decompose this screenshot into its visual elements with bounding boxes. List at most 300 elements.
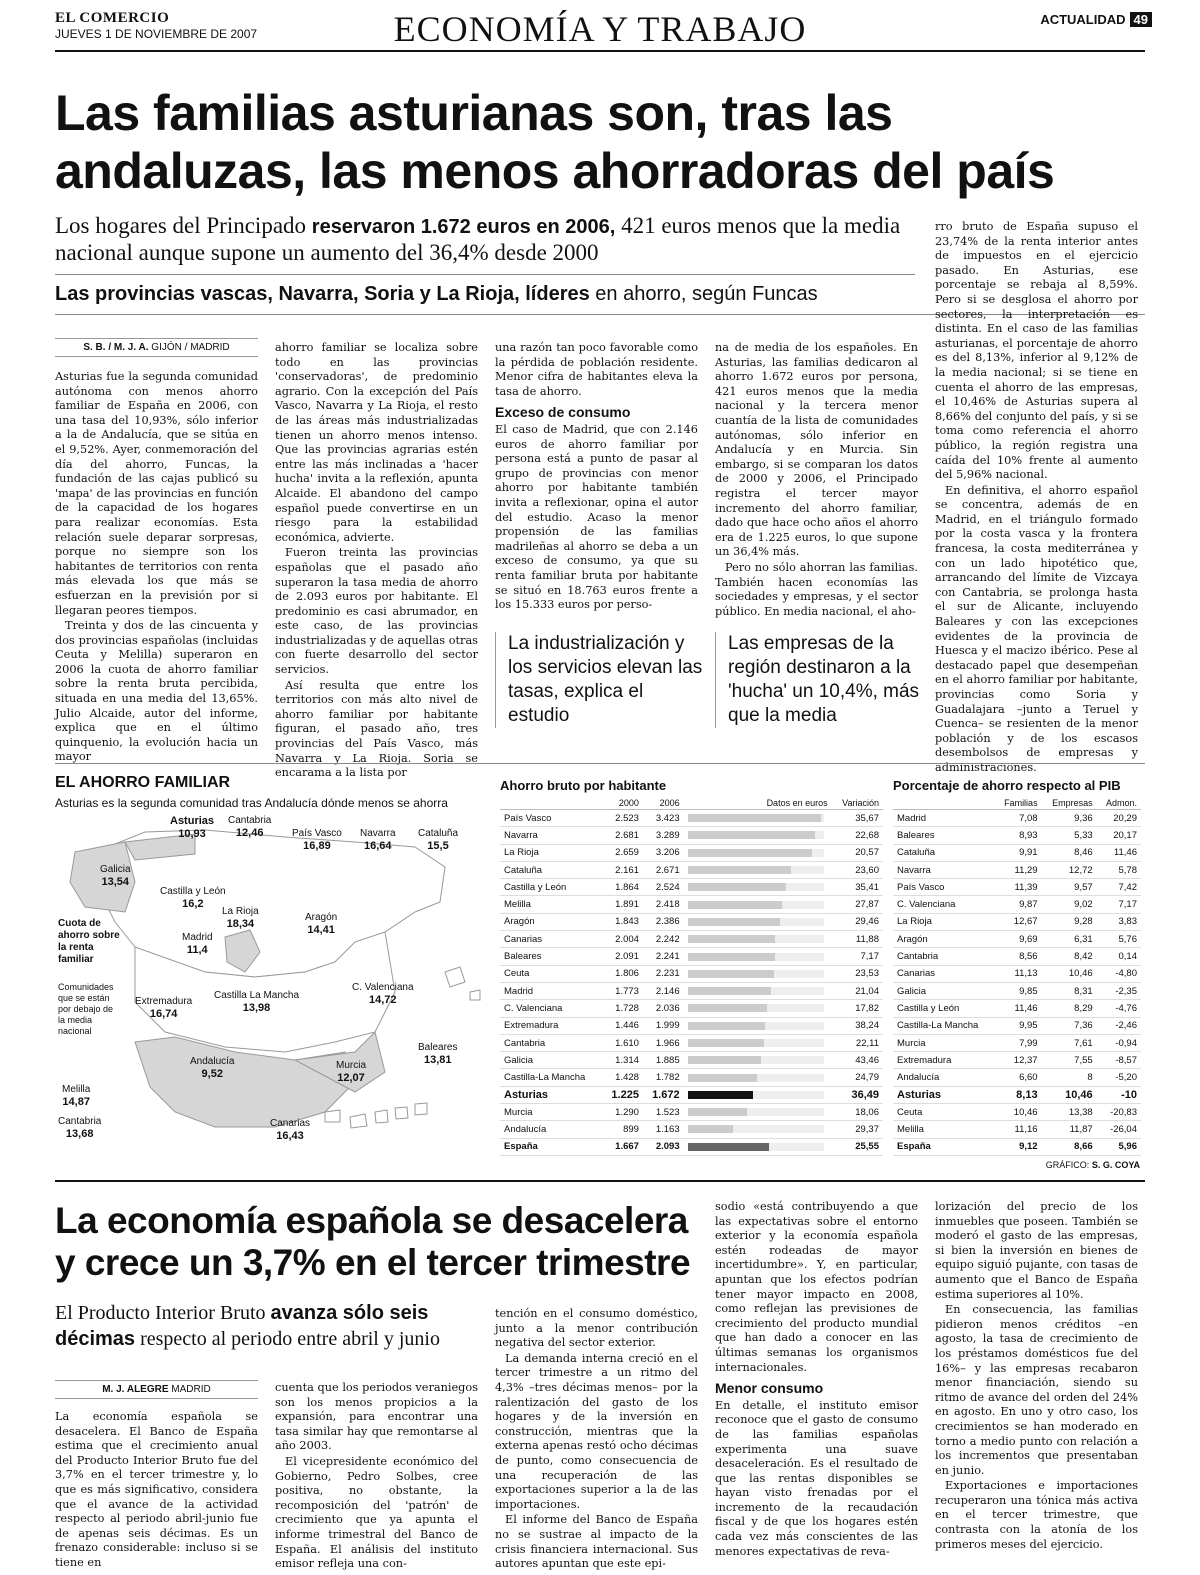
families-value: 7,99 xyxy=(994,1034,1041,1051)
value-2000: 2.659 xyxy=(602,844,643,861)
paragraph: na de media de los españoles. En Asturias, las familias dedicaron al ahorro 1.672 euros por persona, 421 euros menos que la media nacional y la tercera menor cuantía de la lista de comunidades autónomas, sólo inferior en Andalucía y en Murcia. Sin embargo, si se comparan los datos de 2000 y 2006, el Principado registra el tercer mayor incremento del ahorro familiar, dado que hace ocho años el ahorro era de 1.225 euros, lo que supone un 36,4% más. xyxy=(715,341,918,559)
map-name: Cantabria xyxy=(58,1116,102,1127)
administration-value: 3,83 xyxy=(1097,913,1141,930)
map-label-la-rioja xyxy=(222,906,259,931)
map-shape-canarias xyxy=(325,1103,427,1128)
table-row xyxy=(500,913,883,930)
map-value: 14,41 xyxy=(307,924,335,936)
value-2000: 1.428 xyxy=(602,1069,643,1086)
savings-per-capita-table xyxy=(500,797,883,1156)
paragraph: rro bruto de España supuso el 23,74% de la renta interior antes de impuestos en el ejercicio pasado. En Asturias, ese porcentaje se rebaja al 8,59%. Pero si se desglosa el ahorro por sectores, la interpretación es distinta. En el caso de las familias asturianas, el porcentaje de ahorro es del 8,13%, inferior al 9,12% de la media nacional; si se tiene en cuenta el ahorro de las empresas, el 10,46% de Asturias supera al 8,66% del conjunto del país, y si se toma como referencia el ahorro público, la región registra una caída del 10% frente al aumento del 5,96% nacional. xyxy=(935,220,1138,482)
value-2006: 2.146 xyxy=(643,982,684,999)
administration-value: -10 xyxy=(1097,1086,1141,1103)
value-2006: 1.163 xyxy=(643,1121,684,1138)
bar-cell xyxy=(684,844,832,861)
map-value: 16,74 xyxy=(149,1008,178,1020)
bar-track xyxy=(688,918,824,926)
variation: 22,68 xyxy=(832,827,883,844)
map-label-castilla-la-mancha xyxy=(214,990,299,1015)
section-title: ECONOMÍA Y TRABAJO xyxy=(393,9,807,49)
families-value: 8,93 xyxy=(994,827,1041,844)
bar-cell xyxy=(684,1121,832,1138)
value-2006: 2.524 xyxy=(643,879,684,896)
bar-cell xyxy=(684,931,832,948)
families-value: 8,56 xyxy=(994,948,1041,965)
bar-track xyxy=(688,849,824,857)
value-2000: 899 xyxy=(602,1121,643,1138)
families-value: 9,91 xyxy=(994,844,1041,861)
companies-value: 7,61 xyxy=(1042,1034,1097,1051)
region-name: La Rioja xyxy=(893,913,994,930)
map-value: 11,4 xyxy=(186,944,208,956)
savings-bar xyxy=(688,1056,761,1064)
table-row xyxy=(893,844,1141,861)
region-name: Baleares xyxy=(500,948,602,965)
region-name: Madrid xyxy=(893,810,994,827)
region-name: Aragón xyxy=(500,913,602,930)
table-row xyxy=(893,1104,1141,1121)
savings-bar xyxy=(688,1004,767,1012)
region-name: Melilla xyxy=(500,896,602,913)
variation: 18,06 xyxy=(832,1104,883,1121)
table-row xyxy=(893,1052,1141,1069)
map-label-cantabria-2 xyxy=(58,1116,101,1141)
bar-cell xyxy=(684,1086,832,1103)
paragraph: cuenta que los periodos veraniegos son los menos propicios a la expansión, para encontrar una tasa similar hay que remontarse al año 2003. xyxy=(275,1381,478,1453)
table-row xyxy=(500,861,883,878)
region-name: Cataluña xyxy=(893,844,994,861)
headline: Las familias asturianas son, tras las andaluzas, las menos ahorradoras del país xyxy=(55,85,1055,199)
region-name: La Rioja xyxy=(500,844,602,861)
map-value: 10,93 xyxy=(178,828,206,840)
paragraph: tención en el consumo doméstico, junto a la menor contribución negativa del sector exterior. xyxy=(495,1307,698,1350)
graphic-credit xyxy=(1046,1160,1140,1170)
map-name: Aragón xyxy=(305,912,338,923)
top-rule xyxy=(55,50,1145,52)
paragraph: Fueron treinta las provincias españolas que el pasado año superaron la tasa media de ahorro de 2.093 euros por habitante. El predominio es casi abrumador, en este caso, de las provincias industrializadas y de aquellas otras con fuerte desarrollo del sector servicios. xyxy=(275,546,478,677)
variation: 7,17 xyxy=(832,948,883,965)
subhead2-part: en ahorro, según Funcas xyxy=(589,283,818,305)
table-row xyxy=(500,1138,883,1155)
section-heading: Menor consumo xyxy=(715,1380,824,1397)
region-name: Castilla-La Mancha xyxy=(893,1017,994,1034)
map-value: 13,68 xyxy=(65,1128,94,1140)
region-name: Ceuta xyxy=(500,965,602,982)
savings-bar xyxy=(688,849,813,857)
table-row xyxy=(500,1086,883,1103)
map-label-cantabria xyxy=(228,815,271,840)
col-header xyxy=(500,797,602,810)
variation: 24,79 xyxy=(832,1069,883,1086)
families-value: 12,37 xyxy=(994,1052,1041,1069)
region-name: España xyxy=(893,1138,994,1155)
page-number: 49 xyxy=(1130,12,1152,27)
graphic-subtitle: Asturias es la segunda comunidad tras Andalucía dónde menos se ahorra xyxy=(55,796,448,810)
pull-quote-1: La industrialización y los servicios elevan las tasas, explica el estudio xyxy=(495,632,708,728)
subhead-part: El Producto Interior Bruto xyxy=(55,1302,271,1324)
rubric-label: ACTUALIDAD xyxy=(1040,12,1126,27)
savings-bar xyxy=(688,1143,769,1151)
map-label-galicia xyxy=(100,864,131,889)
map-label-aragon xyxy=(305,912,337,937)
administration-value: 20,29 xyxy=(1097,810,1141,827)
table-row xyxy=(893,1138,1141,1155)
bar-track xyxy=(688,953,824,961)
table-row xyxy=(500,1052,883,1069)
map-name: Castilla y León xyxy=(160,886,226,897)
table-row xyxy=(500,1069,883,1086)
map-label-melilla xyxy=(62,1084,90,1109)
region-name: Cantabria xyxy=(500,1034,602,1051)
article-column-1 xyxy=(55,370,258,766)
region-name: Cantabria xyxy=(893,948,994,965)
map-name: Madrid xyxy=(182,932,213,943)
subheadline xyxy=(55,213,915,266)
region-name: Extremadura xyxy=(893,1052,994,1069)
value-2006: 1.782 xyxy=(643,1069,684,1086)
savings-bar xyxy=(688,953,775,961)
value-2000: 1.446 xyxy=(602,1017,643,1034)
map-value: 9,52 xyxy=(201,1068,223,1080)
companies-value: 8 xyxy=(1042,1069,1097,1086)
value-2006: 3.206 xyxy=(643,844,684,861)
map-label-navarra xyxy=(360,828,396,853)
companies-value: 8,46 xyxy=(1042,844,1097,861)
map-name: Melilla xyxy=(62,1084,91,1095)
map-value: 16,2 xyxy=(182,898,204,910)
spain-map xyxy=(55,812,485,1152)
savings-bar xyxy=(688,814,821,822)
col-header: 2000 xyxy=(602,797,643,810)
map-name: Navarra xyxy=(360,828,396,839)
map-name: País Vasco xyxy=(292,828,342,839)
map-name: Cantabria xyxy=(228,815,272,826)
map-value: 12,46 xyxy=(235,827,264,839)
col-header: Admon. xyxy=(1097,797,1141,810)
table-row xyxy=(893,913,1141,930)
bar-cell xyxy=(684,1104,832,1121)
bar-track xyxy=(688,1039,824,1047)
map-label-cataluna xyxy=(418,828,458,853)
bar-track xyxy=(688,970,824,978)
table2-title: Porcentaje de ahorro respecto al PIB xyxy=(893,778,1121,793)
companies-value: 8,66 xyxy=(1042,1138,1097,1155)
variation: 25,55 xyxy=(832,1138,883,1155)
paragraph: En detalle, el instituto emisor reconoce que el gasto de consumo de las familias españolas experimenta una suave desaceleración. Es el resultado de que las rentas disponibles se hayan visto frenadas por el incremento de la recaudación fiscal y de que los hogares estén cada vez más conscientes de las menores expectativas de reva- xyxy=(715,1398,918,1558)
subhead-part: Los hogares del Principado xyxy=(55,213,312,238)
article-column-4 xyxy=(715,341,918,620)
table-row xyxy=(893,896,1141,913)
bar-track xyxy=(688,935,824,943)
administration-value: -4,80 xyxy=(1097,965,1141,982)
administration-value: 20,17 xyxy=(1097,827,1141,844)
families-value: 10,46 xyxy=(994,1104,1041,1121)
region-name: Cataluña xyxy=(500,861,602,878)
companies-value: 7,36 xyxy=(1042,1017,1097,1034)
savings-bar xyxy=(688,1074,757,1082)
value-2006: 1.966 xyxy=(643,1034,684,1051)
table-row xyxy=(893,1121,1141,1138)
value-2006: 2.093 xyxy=(643,1138,684,1155)
bar-cell xyxy=(684,1138,832,1155)
companies-value: 8,31 xyxy=(1042,982,1097,999)
article2-column-1 xyxy=(55,1410,258,1572)
byline-place: GIJÓN / MADRID xyxy=(148,342,230,353)
value-2000: 1.314 xyxy=(602,1052,643,1069)
paragraph: Pero no sólo ahorran las familias. También hacen economías las sociedades y empresas, y el sector público. En media nacional, el aho- xyxy=(715,560,918,618)
paragraph: Así resulta que entre los territorios con más alto nivel de ahorro familiar por habitante figuran, el pasado año, tres provincias del País Vasco, más Navarra y La Rioja. Soria se encarama a la lista por xyxy=(275,678,478,780)
savings-bar xyxy=(688,866,792,874)
administration-value: -0,94 xyxy=(1097,1034,1141,1051)
value-2000: 1.773 xyxy=(602,982,643,999)
region-name: Castilla-La Mancha xyxy=(500,1069,602,1086)
region-name: Asturias xyxy=(893,1086,994,1103)
table-row xyxy=(893,1034,1141,1051)
map-name: C. Valenciana xyxy=(352,982,414,993)
col-header: Familias xyxy=(994,797,1041,810)
companies-value: 9,36 xyxy=(1042,810,1097,827)
table-row xyxy=(893,1000,1141,1017)
map-value: 15,5 xyxy=(427,840,449,852)
bar-cell xyxy=(684,1069,832,1086)
table-row xyxy=(500,844,883,861)
administration-value: -2,35 xyxy=(1097,982,1141,999)
companies-value: 12,72 xyxy=(1042,861,1097,878)
map-value: 14,72 xyxy=(369,994,397,1006)
value-2006: 3.289 xyxy=(643,827,684,844)
region-name: Galicia xyxy=(500,1052,602,1069)
region-name: Andalucía xyxy=(893,1069,994,1086)
map-label-pais-vasco xyxy=(292,828,342,853)
region-name: País Vasco xyxy=(500,810,602,827)
administration-value: -26,04 xyxy=(1097,1121,1141,1138)
byline-author: S. B. / M. J. A. xyxy=(83,342,149,353)
headline-2: La economía española se desacelera y crece un 3,7% en el tercer trimestre xyxy=(55,1200,691,1283)
article-column-3 xyxy=(495,341,698,614)
savings-bar xyxy=(688,1125,733,1133)
map-shape-balearics xyxy=(445,967,480,1000)
companies-value: 11,87 xyxy=(1042,1121,1097,1138)
paragraph: Treinta y dos de las cincuenta y dos provincias españolas (incluidas Ceuta y Melilla) superaron en 2006 la cuota de ahorro familiar sobre la renta bruta percibida, situada en una media del 13,65%. Julio Alcaide, autor del informe, explica que en el último quinquenio, la evolución hacia un mayor xyxy=(55,619,258,764)
region-name: Castilla y León xyxy=(893,1000,994,1017)
col-header xyxy=(893,797,994,810)
map-label-c-valenciana xyxy=(352,982,414,1007)
region-name: Aragón xyxy=(893,931,994,948)
paragraph: El caso de Madrid, que con 2.146 euros de ahorro familiar por persona está a punto de pasar al grupo de provincias con menor ahorro por habitante también invita a reflexionar, opina el autor del estudio. Acaso la menor propensión de las familias madrileñas al ahorro se deba a un exceso de consumo, ya que su renta familiar bruta por habitante se situó en 18.763 euros frente a los 15.333 euros por perso- xyxy=(495,422,698,612)
region-name: Canarias xyxy=(893,965,994,982)
administration-value: 5,78 xyxy=(1097,861,1141,878)
table-row xyxy=(893,982,1141,999)
subhead-part: 421 euros menos que la media nacional aunque supone un aumento del 36,4% desde 2000 xyxy=(55,213,901,265)
families-value: 9,69 xyxy=(994,931,1041,948)
families-value: 11,13 xyxy=(994,965,1041,982)
value-2000: 1.610 xyxy=(602,1034,643,1051)
bar-cell xyxy=(684,913,832,930)
byline-place: MADRID xyxy=(168,1384,211,1395)
paper-date: JUEVES 1 DE NOVIEMBRE DE 2007 xyxy=(55,27,258,41)
value-2006: 2.418 xyxy=(643,896,684,913)
families-value: 9,87 xyxy=(994,896,1041,913)
map-value: 18,34 xyxy=(226,918,255,930)
families-value: 7,08 xyxy=(994,810,1041,827)
value-2000: 1.728 xyxy=(602,1000,643,1017)
companies-value: 13,38 xyxy=(1042,1104,1097,1121)
value-2006: 1.885 xyxy=(643,1052,684,1069)
families-value: 8,13 xyxy=(994,1086,1041,1103)
value-2006: 1.672 xyxy=(643,1086,684,1103)
value-2006: 2.242 xyxy=(643,931,684,948)
map-label-canarias xyxy=(270,1118,310,1143)
companies-value: 9,28 xyxy=(1042,913,1097,930)
map-value: 13,98 xyxy=(242,1002,271,1014)
paragraph: ahorro familiar se localiza sobre todo en las provincias 'conservadoras', de predominio agrario. Con la excepción del País Vasco, Navarra y La Rioja, el resto de las áreas más industrializadas tienen un ahorro menos intenso. Que las provincias agrarias estén entre las más inclinadas a 'hacer hucha' invita a la reflexión, apunta Alcaide. El abandono del campo español puede convertirse en un riesgo para la estabilidad económica, advierte. xyxy=(275,341,478,544)
paragraph: Exportaciones e importaciones recuperaron una tónica más activa en el tercer trimestre, que contrasta con la atonía de los primeros meses del ejercicio. xyxy=(935,1479,1138,1551)
savings-bar xyxy=(688,1091,753,1099)
section-heading: Exceso de consumo xyxy=(495,404,631,421)
map-name: Extremadura xyxy=(135,996,193,1007)
value-2000: 1.843 xyxy=(602,913,643,930)
paragraph: La economía española se desacelera. El Banco de España estima que el crecimiento anual del Producto Interior Bruto fue del 3,7% en el tercer trimestre y, lo que es más significativo, considera que el avance de la actividad respecto al periodo abril-junio fue de apenas seis décimas. Es un frenazo considerable: incluso si se tiene en xyxy=(55,1410,258,1569)
value-2000: 1.891 xyxy=(602,896,643,913)
table-row xyxy=(500,948,883,965)
map-name: Murcia xyxy=(336,1060,367,1071)
companies-value: 8,29 xyxy=(1042,1000,1097,1017)
families-value: 11,16 xyxy=(994,1121,1041,1138)
variation: 36,49 xyxy=(832,1086,883,1103)
region-name: Navarra xyxy=(893,861,994,878)
subhead2-bold: Las provincias vascas, Navarra, Soria y La Rioja, líderes xyxy=(55,283,590,305)
savings-bar xyxy=(688,1039,764,1047)
companies-value: 8,42 xyxy=(1042,948,1097,965)
value-2000: 2.523 xyxy=(602,810,643,827)
region-name: Murcia xyxy=(893,1034,994,1051)
bar-cell xyxy=(684,965,832,982)
article2-column-4 xyxy=(715,1200,918,1560)
variation: 20,57 xyxy=(832,844,883,861)
map-legend-note: Comunidades que se están por debajo de la media nacional xyxy=(58,982,114,1036)
value-2006: 3.423 xyxy=(643,810,684,827)
article-column-2 xyxy=(275,341,478,782)
families-value: 9,12 xyxy=(994,1138,1041,1155)
map-value: 16,64 xyxy=(364,840,392,852)
variation: 22,11 xyxy=(832,1034,883,1051)
bar-track xyxy=(688,987,824,995)
value-2000: 1.225 xyxy=(602,1086,643,1103)
value-2000: 2.161 xyxy=(602,861,643,878)
table1-title: Ahorro bruto por habitante xyxy=(500,778,667,793)
bar-cell xyxy=(684,879,832,896)
byline xyxy=(55,338,258,357)
companies-value: 7,55 xyxy=(1042,1052,1097,1069)
map-label-extremadura xyxy=(135,996,192,1021)
table-row xyxy=(893,948,1141,965)
value-2006: 2.241 xyxy=(643,948,684,965)
paragraph: una razón tan poco favorable como la pérdida de población residente. Menor cifra de habitantes eleva la tasa de ahorro. xyxy=(495,341,698,398)
savings-gdp-table xyxy=(893,797,1141,1156)
graphic-title: EL AHORRO FAMILIAR xyxy=(55,774,231,791)
map-value: 13,54 xyxy=(101,876,130,888)
table-row xyxy=(500,879,883,896)
value-2006: 2.231 xyxy=(643,965,684,982)
region-name: Ceuta xyxy=(893,1104,994,1121)
map-value: 12,07 xyxy=(337,1072,365,1084)
variation: 35,41 xyxy=(832,879,883,896)
map-name: Castilla La Mancha xyxy=(214,990,300,1001)
table-row xyxy=(500,810,883,827)
bar-cell xyxy=(684,810,832,827)
companies-value: 10,46 xyxy=(1042,965,1097,982)
map-value: 16,89 xyxy=(303,840,331,852)
col-header: 2006 xyxy=(643,797,684,810)
bar-track xyxy=(688,1056,824,1064)
region-name: Galicia xyxy=(893,982,994,999)
map-label-asturias xyxy=(170,815,214,841)
value-2000: 1.667 xyxy=(602,1138,643,1155)
region-name: España xyxy=(500,1138,602,1155)
bar-track xyxy=(688,1143,824,1151)
variation: 21,04 xyxy=(832,982,883,999)
variation: 35,67 xyxy=(832,810,883,827)
savings-bar xyxy=(688,970,775,978)
article2-column-2 xyxy=(275,1381,478,1573)
col-header: Empresas xyxy=(1042,797,1097,810)
savings-bar xyxy=(688,883,786,891)
families-value: 11,29 xyxy=(994,861,1041,878)
article2-column-3 xyxy=(495,1307,698,1573)
bar-cell xyxy=(684,1000,832,1017)
table-row xyxy=(893,1069,1141,1086)
byline-author: M. J. ALEGRE xyxy=(102,1384,169,1395)
variation: 27,87 xyxy=(832,896,883,913)
region-name: Melilla xyxy=(893,1121,994,1138)
table-row xyxy=(893,879,1141,896)
administration-value: 5,96 xyxy=(1097,1138,1141,1155)
map-value: 14,87 xyxy=(62,1096,90,1108)
savings-bar xyxy=(688,935,775,943)
paragraph: En consecuencia, las familias pidieron menos créditos –en agosto, la tasa de crecimiento de los préstamos domésticos fue del 16%– y las empresas recabaron menor financiación, siendo su ritmo de avance del orden del 24% en agosto. En uno y otro caso, los crecimientos se han moderado en torno a medio punto con relación a los incrementos que presentaban en junio. xyxy=(935,1303,1138,1477)
pull-quote-2: Las empresas de la región destinaron a la 'hucha' un 10,4%, más que la media xyxy=(715,632,928,728)
value-2000: 1.864 xyxy=(602,879,643,896)
map-label-andalucia xyxy=(190,1056,234,1081)
credit-label: GRÁFICO: xyxy=(1045,1160,1092,1170)
companies-value: 9,57 xyxy=(1042,879,1097,896)
paragraph: El vicepresidente económico del Gobierno, Pedro Solbes, cree positiva, no obstante, la recomposición del 'patrón' de crecimiento que ya apunta el informe trimestral del Banco de España. El análisis del instituto emisor refleja una con- xyxy=(275,1454,478,1571)
region-name: Castilla y León xyxy=(500,879,602,896)
variation: 23,60 xyxy=(832,861,883,878)
table-row xyxy=(893,931,1141,948)
paragraph: La demanda interna creció en el tercer trimestre a un ritmo del 4,3% –tres décimas menos– por la ralentización del gasto de los hogares y de la inversión en construcción, mientras que la externa apenas restó ocho décimas de punto, como consecuencia de una recuperación de las exportaciones superior a la de las importaciones. xyxy=(495,1351,698,1511)
article2-column-5 xyxy=(935,1200,1138,1553)
paragraph: sodio «está contribuyendo a que las expectativas sobre el entorno exterior y la economía española estén rodeadas de mayor incertidumbre». Y, en particular, apuntan que los efectos podrían tener mayor impacto en 2008, como reflejan las previsiones de crecimiento del producto mundial que han dado a conocer en las últimas semanas los organismos internacionales. xyxy=(715,1200,918,1374)
variation: 29,46 xyxy=(832,913,883,930)
bar-track xyxy=(688,814,824,822)
variation: 17,82 xyxy=(832,1000,883,1017)
families-value: 9,85 xyxy=(994,982,1041,999)
paragraph: Asturias fue la segunda comunidad autónoma con menos ahorro familiar de España en 2006, con una tasa del 10,93%, sólo inferior a la de Andalucía, que se sitúa en el 9,52%. Ayer, conmemoración del día del ahorro, Funcas, la fundación de las cajas publicó su 'mapa' de las provincias en función de la capacidad de los hogares para realizar economías. Esta relación suele deparar sorpresas, porque no siempre son los habitantes de territorios con renta más elevada los que más se esfuerzan en la previsión por si llegaran peores tiempos. xyxy=(55,370,258,617)
variation: 29,37 xyxy=(832,1121,883,1138)
administration-value: -2,46 xyxy=(1097,1017,1141,1034)
paper-name: EL COMERCIO xyxy=(55,10,170,26)
value-2000: 1.806 xyxy=(602,965,643,982)
value-2006: 2.036 xyxy=(643,1000,684,1017)
variation: 38,24 xyxy=(832,1017,883,1034)
families-value: 12,67 xyxy=(994,913,1041,930)
value-2000: 2.004 xyxy=(602,931,643,948)
bar-track xyxy=(688,866,824,874)
administration-value: -4,76 xyxy=(1097,1000,1141,1017)
bar-track xyxy=(688,831,824,839)
map-name: Asturias xyxy=(170,815,215,827)
